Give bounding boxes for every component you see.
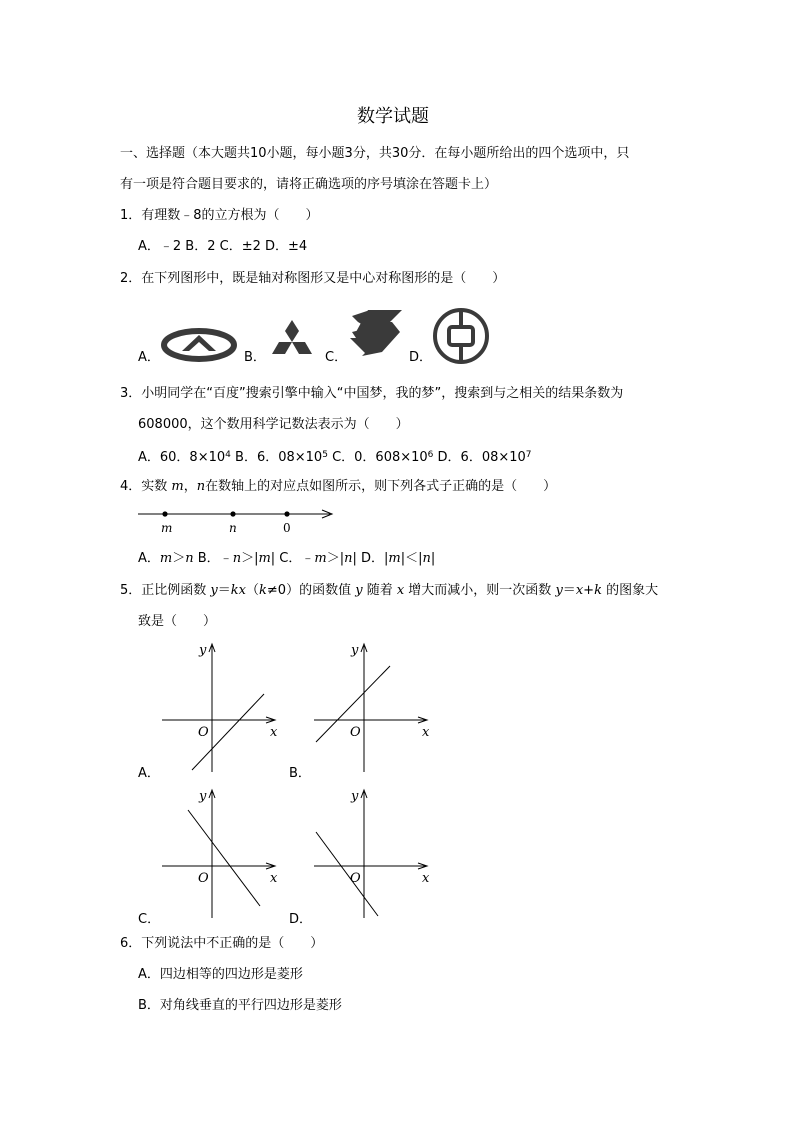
section-instructions-line1: 一、选择题（本大题共10小题，每小题3分，共30分．在每小题所给出的四个选项中，只 [120,146,630,161]
number-line-figure [134,505,340,537]
graph-c-label: C． [138,912,161,927]
point-m [162,511,167,516]
question-5-stem-line1: 5．正比例函数 y＝kx（k≠0）的函数值 y 随着 x 增大而减小，则一次函数 y＝x+k 的图象大 [120,583,659,598]
question-3-options: A．60．$8\times 10^4$ B．6．$08\times 10^5$ C．0．$608\times 10^6$ D．6．$08\times 10^7$ [138,450,532,465]
infiniti-logo-icon [160,327,238,363]
svg-text:O: O [350,871,361,886]
question-3-stem-line2: 608000，这个数用科学记数法表示为（ ） [138,417,409,432]
graph-c [158,782,284,924]
svg-text:x: x [422,725,430,740]
svg-text:O: O [198,871,209,886]
axis-label-n: n [229,521,237,535]
graph-d [310,782,436,924]
question-4-stem: 4．实数 m，n在数轴上的对应点如图所示，则下列各式子正确的是（ ） [120,479,557,494]
suzuki-logo-icon [348,308,404,358]
graph-b-label: B． [289,766,311,781]
section-instructions-line2: 有一项是符合题目要求的，请将正确选项的序号填涂在答题卡上） [120,177,498,192]
svg-text:O: O [350,725,361,740]
axis-label-zero: 0 [283,521,291,535]
svg-text:x: x [270,871,278,886]
graph-a-label: A． [138,766,160,781]
question-6-option-b: B．对角线垂直的平行四边形是菱形 [138,998,342,1013]
graph-b [310,636,436,778]
question-4-options: A．m＞n B．﹣n＞|m| C．﹣m＞|n| D．|m|＜|n| [138,551,436,566]
svg-text:y: y [351,643,359,658]
svg-text:y: y [199,643,207,658]
graph-d-label: D． [289,912,313,927]
svg-text:x: x [422,871,430,886]
graph-a [158,636,284,778]
question-2-stem: 2．在下列图形中，既是轴对称图形又是中心对称图形的是（ ） [120,271,506,286]
question-5-stem-line2: 致是（ ） [138,614,217,629]
svg-text:y: y [351,789,359,804]
question-1-stem: 1．有理数﹣8的立方根为（ ） [120,208,319,223]
question-2-option-c-label: C． [325,350,348,365]
question-2-option-b-label: B． [244,350,266,365]
svg-text:y: y [199,789,207,804]
point-zero [284,511,289,516]
svg-text:x: x [270,725,278,740]
mitsubishi-logo-icon [266,320,318,360]
question-3-stem-line1: 3．小明同学在“百度”搜索引擎中输入“中国梦，我的梦”，搜索到与之相关的结果条数为 [120,386,624,401]
bank-of-china-logo-icon [432,307,490,365]
question-1-options: A．﹣2 B．2 C．±2 D．±4 [138,239,308,254]
page-title: 数学试题 [357,106,429,127]
svg-text:O: O [198,725,209,740]
question-6-option-a: A．四边相等的四边形是菱形 [138,967,303,982]
axis-label-m: m [161,521,173,535]
question-2-option-a-label: A． [138,350,160,365]
question-2-option-d-label: D． [409,350,433,365]
point-n [230,511,235,516]
question-6-stem: 6．下列说法中不正确的是（ ） [120,936,324,951]
